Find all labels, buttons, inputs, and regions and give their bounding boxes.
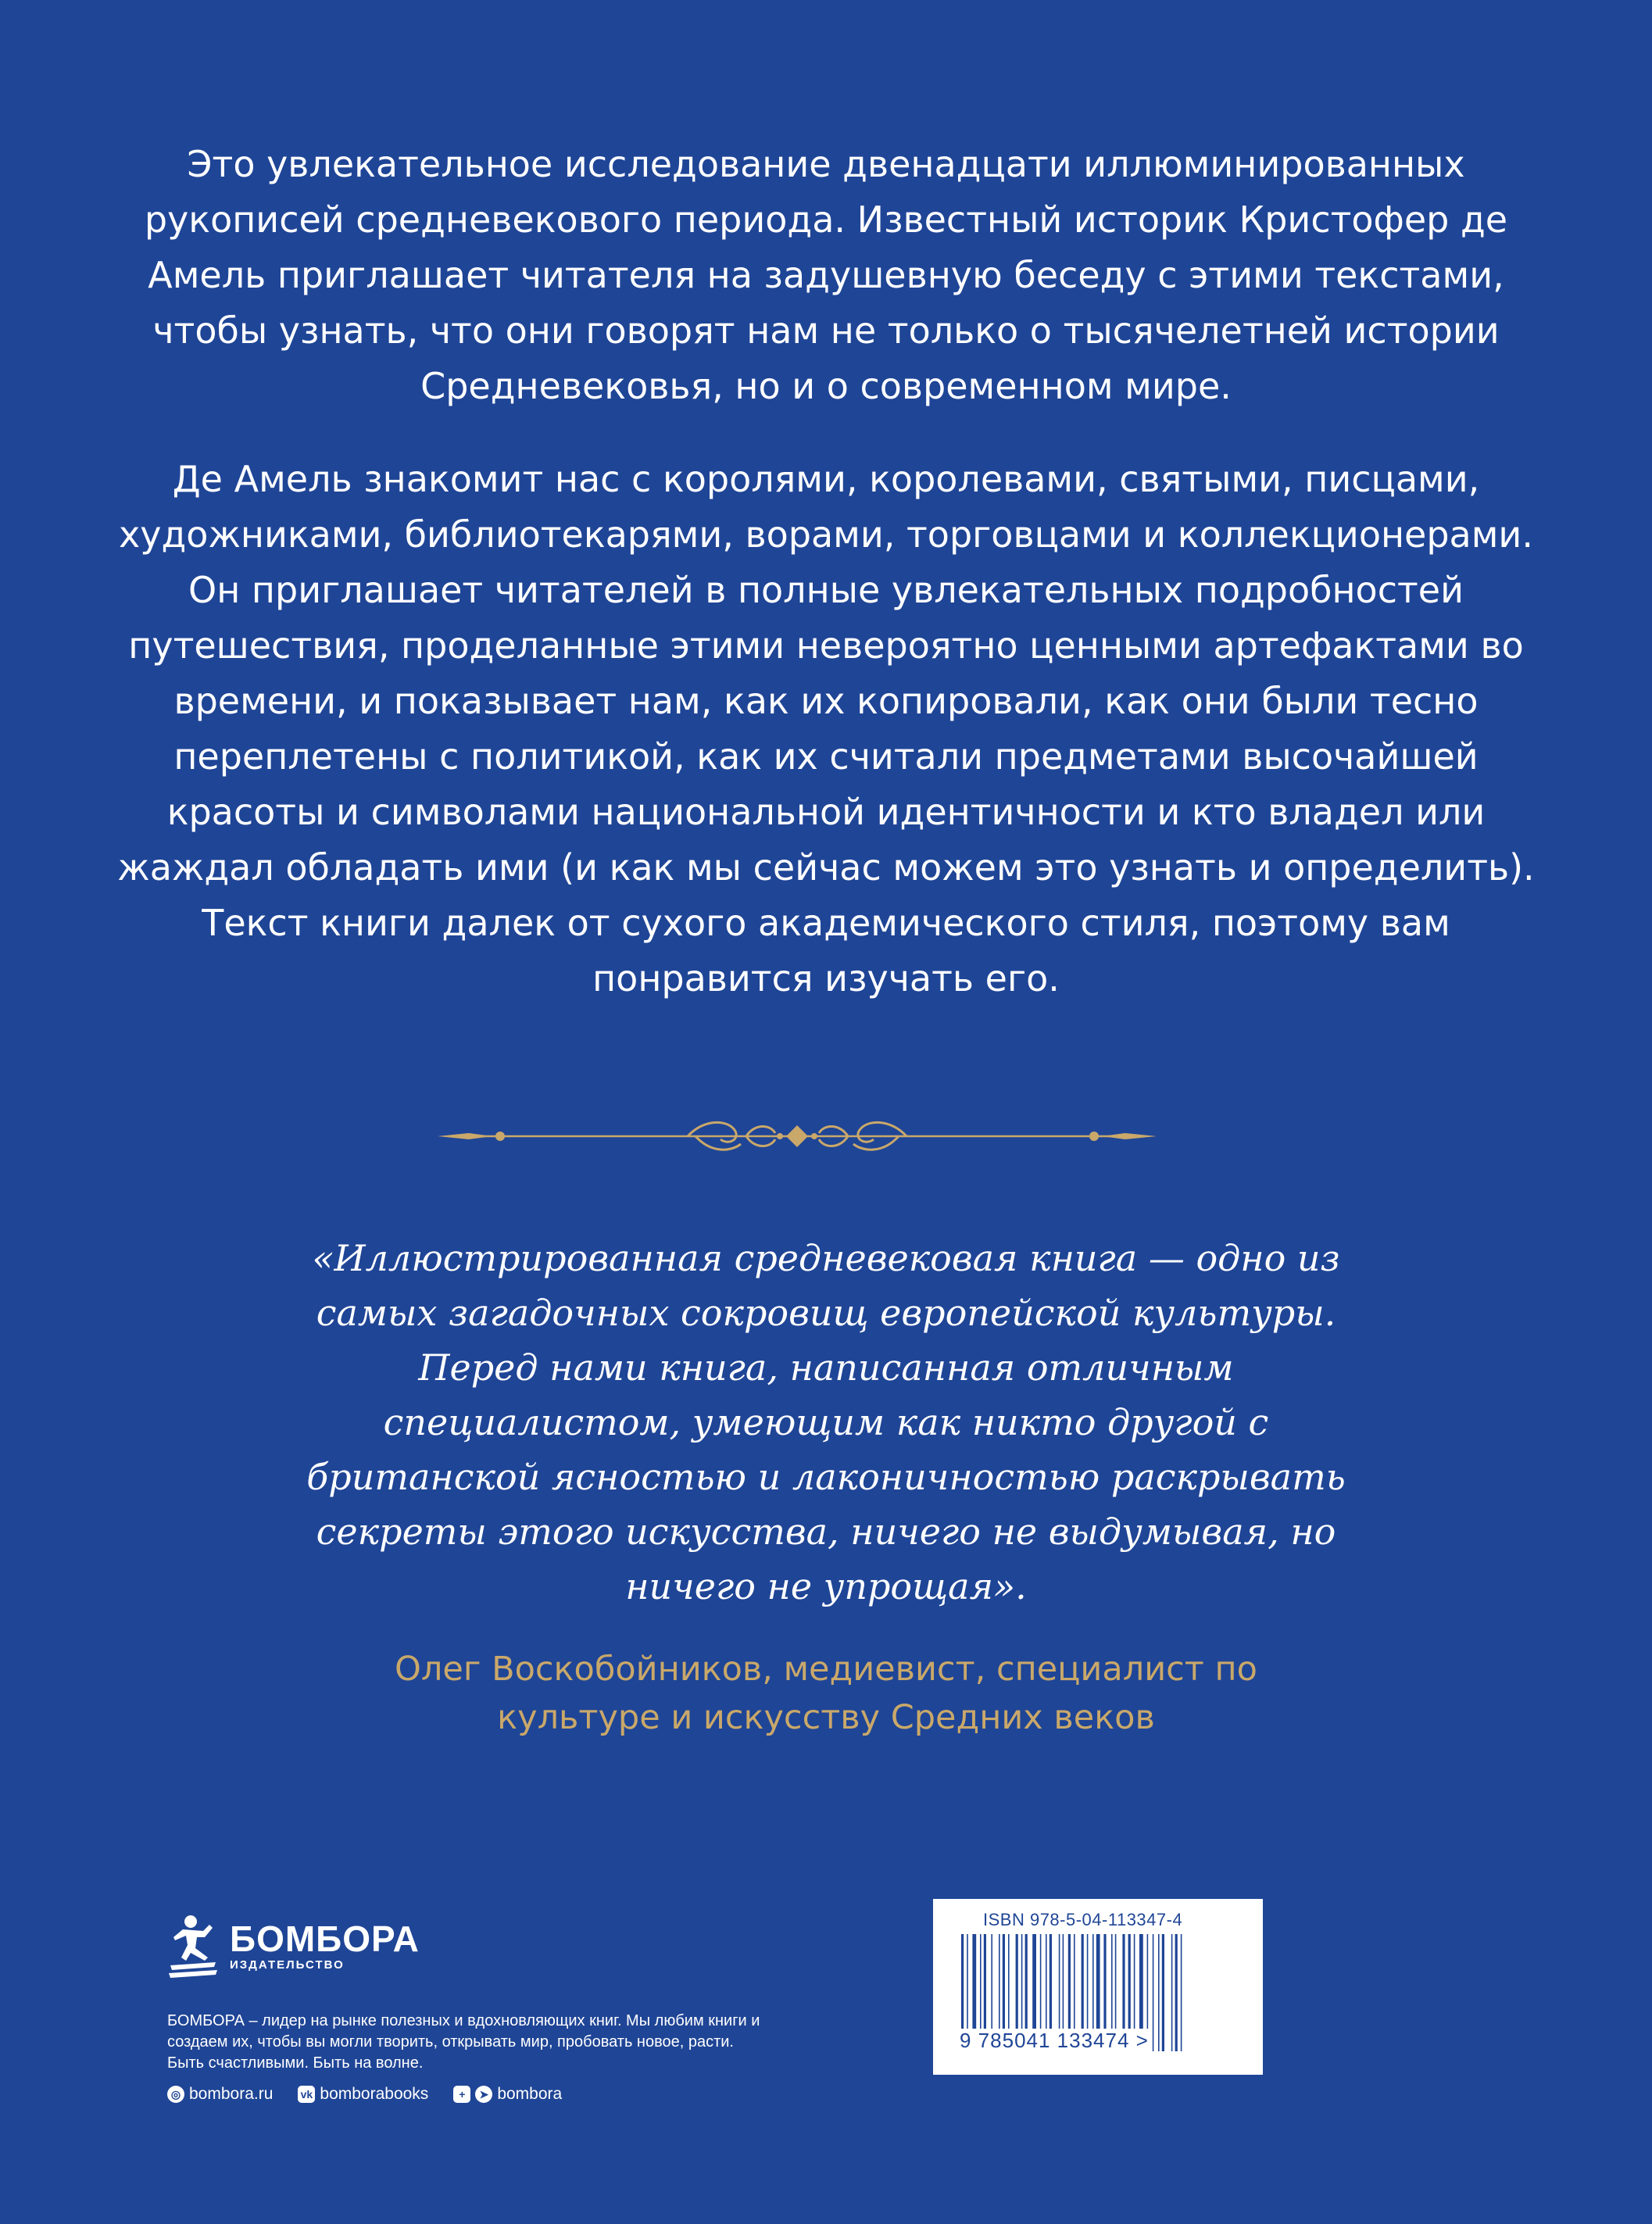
book-description — [117, 137, 1535, 1044]
social-link-site[interactable] — [167, 2085, 273, 2104]
surfer-logo-icon — [167, 1914, 219, 1978]
social-links — [167, 2085, 761, 2104]
publisher-block — [167, 1903, 761, 2104]
isbn-barcode-box — [933, 1899, 1263, 2075]
social-link-vk[interactable] — [298, 2085, 428, 2104]
description-paragraph-2: Де Амель знакомит нас с королями, королевами, святыми, писцами, художниками, библиотекарями, ворами, торговцами и коллекционерами. Он приглашает читателей в полные увлекательных подробностей путешествия, проделанные этими невероятно ценными артефактами во времени, и показывает нам, как их копировали, как они были тесно переплетены с политикой, как их считали предметами высочайшей красоты и символами национальной идентичности и кто владел или жаждал обладать ими (и как мы сейчас можем это узнать и определить). Текст книги далек от сухого академического стиля, поэтому вам понравится изучать его. — [117, 458, 1535, 999]
publisher-tagline: БОМБОРА – лидер на рынке полезных и вдохновляющих книг. Мы любим книги и создаем их, чтобы вы могли творить, открывать мир, пробовать новое, расти. Быть счастливыми. Быть на волне. — [167, 2012, 760, 2072]
description-paragraph-1: Это увлекательное исследование двенадцати иллюминированных рукописей средневекового периода. Известный историк Кристофер де Амель приглашает читателя на задушевную беседу с этими текстами, чтобы узнать, что они говорят нам не только о тысячелетней истории Средневековья, но и о современном мире. — [144, 143, 1508, 407]
plus-icon: + — [453, 2086, 470, 2103]
ornamental-divider-icon — [438, 1113, 1157, 1160]
isbn-label: ISBN 978-5-04-113347-4 — [983, 1910, 1183, 1929]
globe-icon: ◎ — [167, 2086, 184, 2103]
publisher-logo — [167, 1903, 761, 1989]
social-label: bomborabooks — [320, 2085, 429, 2103]
quote-author: Олег Воскобойников, медиевист, специалист по культуре и искусству Средних веков — [395, 1650, 1257, 1737]
publisher-name: БОМБОРА — [230, 1918, 420, 1959]
social-label: bombora — [497, 2085, 563, 2103]
isbn-digits: 9 785041 133474 > — [960, 2029, 1149, 2052]
telegram-icon: ➤ — [475, 2086, 492, 2103]
publisher-subtitle: ИЗДАТЕЛЬСТВО — [230, 1958, 345, 1972]
quote-text: «Иллюстрированная средневековая книга — одно из самых загадочных сокровищ европейской культуры. Перед нами книга, написанная отличным специалистом, умеющим как никто другой с британской ясностью и лаконичностью раскрывать секреты этого искусства, ничего не выдумывая, но ничего не упрощая». — [306, 1237, 1346, 1607]
social-link-telegram[interactable] — [453, 2085, 562, 2104]
vk-icon: vk — [298, 2086, 315, 2103]
social-label: bombora.ru — [189, 2085, 274, 2103]
